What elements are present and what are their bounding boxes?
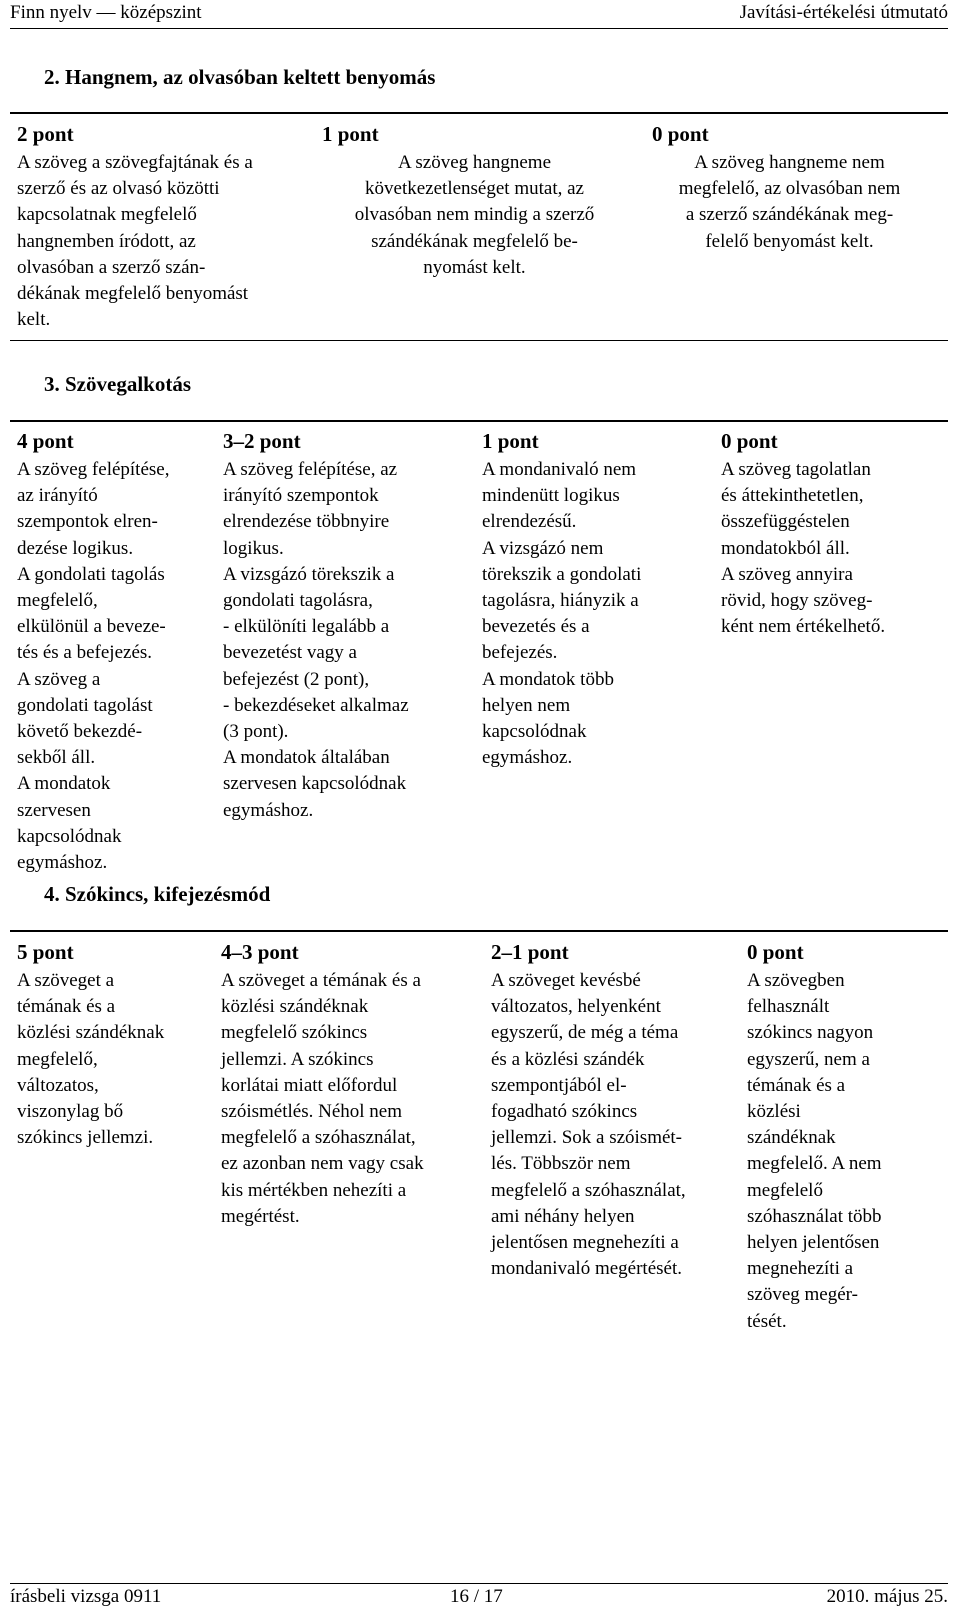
section-2-col-1-head: 2 pont [17,122,74,146]
section-2-col-2-text: A szöveg hangneme következetlenséget mutat, az olvasóban nem mindig a szerző szándékának megfelelő be- nyomást kelt. [354,152,595,278]
section-4-col-1-text: A szöveget a témának és a közlési szándéknak megfelelő, változatos, viszonylag bő szókincs jellemzi. [17,970,165,1149]
section-4-title: 4. Szókincs, kifejezésmód [44,882,271,906]
section-4-col-4-head: 0 pont [747,940,804,964]
header-divider [10,28,948,29]
section-3-col-4-head: 0 pont [721,429,778,453]
section-4-col-3-text: A szöveget kevésbé változatos, helyenként egyszerű, de még a téma és a közlési szándék szempontjából el- fogadható szókincs jellemzi. Sok a szóismét- lés. Többször nem megfelelő a szóhasználat, ami néhány helyen jelentősen megnehezíti a mondanivaló megértését. [491,970,686,1280]
footer-divider [10,1583,948,1584]
section-3-col-2-text: A szöveg felépítése, az irányító szempontok elrendezése többnyire logikus. A vizsgázó törekszik a gondolati tagolásra, - elkülöníti legalább a bevezetést vagy a befejezést (2 pont), - bekezdéseket alkalmaz (3 pont). A mondatok általában szervesen kapcsolódnak egymáshoz. [223,459,409,821]
section-2-bottom-rule [10,340,948,341]
section-4-col-4-text: A szövegben felhasznált szókincs nagyon egyszerű, nem a témának és a közlési szándéknak megfelelő. A nem megfelelő szóhasználat több helyen jelentősen megnehezíti a szöveg megér- tését. [747,970,882,1332]
section-3-col-1-head: 4 pont [17,429,74,453]
section-2-col-1-text: A szöveg a szövegfajtának és a szerző és az olvasó közötti kapcsolatnak megfelelő hangnemben íródott, az olvasóban a szerző szán- dékának megfelelő benyomást kelt. [17,152,253,331]
section-2-col-2-head: 1 pont [322,122,379,146]
section-2-col-3-head: 0 pont [652,122,709,146]
section-2-rule [10,112,948,114]
section-4-col-2-text: A szöveget a témának és a közlési szándéknak megfelelő szókincs jellemzi. A szókincs korlátai miatt előfordul szóismétlés. Néhol nem megfelelő a szóhasználat, ez azonban nem vagy csak kis mértékben nehezíti a megértést. [221,970,424,1227]
section-3-col-3-head: 1 pont [482,429,539,453]
section-2-title: 2. Hangnem, az olvasóban keltett benyomás [44,65,436,89]
section-4-col-1-head: 5 pont [17,940,74,964]
section-4-col-3-head: 2–1 pont [491,940,569,964]
section-3-col-4-text: A szöveg tagolatlan és áttekinthetetlen, összefüggéstelen mondatokból áll. A szöveg annyira rövid, hogy szöveg- ként nem értékelhető. [721,459,886,638]
section-3-rule [10,420,948,422]
section-3-col-3-text: A mondanivaló nem mindenütt logikus elrendezésű. A vizsgázó nem törekszik a gondolati tagolásra, hiányzik a bevezetés és a befejezés. A mondatok több helyen nem kapcsolódnak egymáshoz. [482,459,642,769]
section-4-rule [10,930,948,932]
footer-page-number: 16 / 17 [450,1586,503,1607]
footer-exam-code: írásbeli vizsga 0911 [10,1586,162,1607]
header-doc-type: Javítási-értékelési útmutató [739,2,948,23]
section-3-title: 3. Szövegalkotás [44,372,191,396]
header-subject: Finn nyelv — középszint [10,2,202,23]
section-3-col-2-head: 3–2 pont [223,429,301,453]
section-3-col-1-text: A szöveg felépítése, az irányító szempontok elren- dezése logikus. A gondolati tagolás megfelelő, elkülönül a beveze- tés és a befejezés. A szöveg a gondolati tagolást követő bekezdé- sekből áll. A mondatok szervesen kapcsolódnak egymáshoz. [17,459,170,874]
section-4-col-2-head: 4–3 pont [221,940,299,964]
page-header [10,0,948,28]
footer-date: 2010. május 25. [826,1586,948,1607]
page-footer [10,1586,948,1608]
section-2-col-3-text: A szöveg hangneme nem megfelelő, az olvasóban nem a szerző szándékának meg- felelő benyomást kelt. [678,152,901,252]
